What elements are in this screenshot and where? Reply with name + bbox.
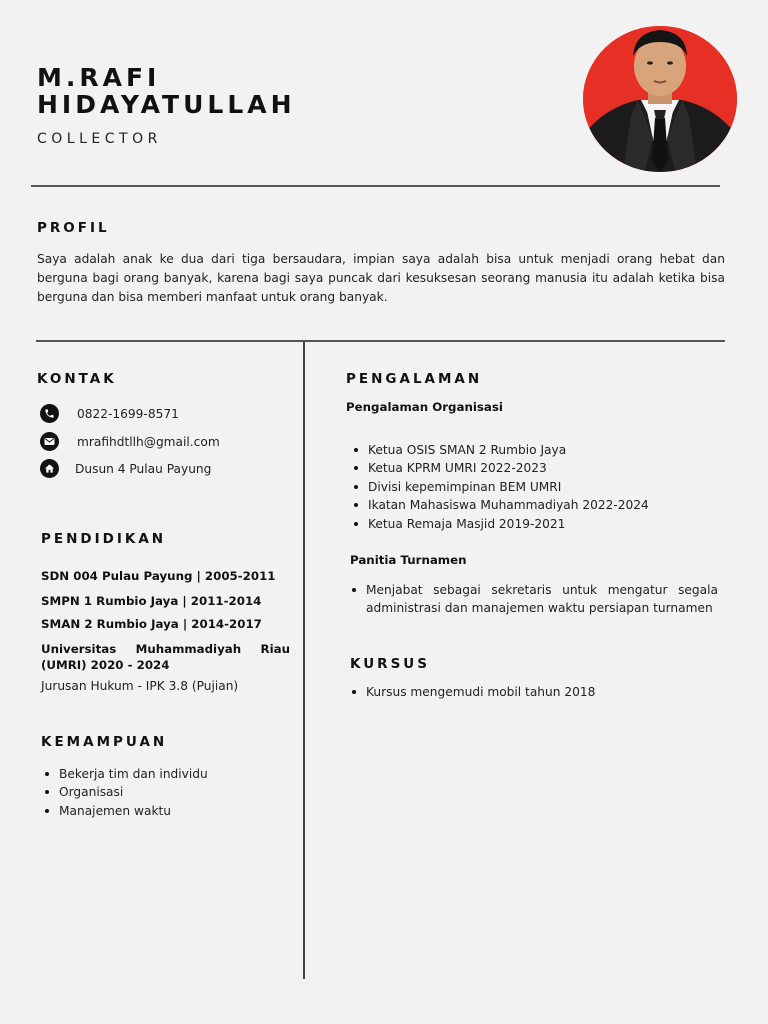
org-list: [350, 441, 720, 533]
kemampuan-heading: KEMAMPUAN: [41, 734, 168, 750]
kontak-heading: KONTAK: [37, 371, 117, 387]
phone-text: 0822-1699-8571: [77, 406, 179, 421]
kursus-list: [348, 683, 718, 701]
list-item: Ketua Remaja Masjid 2019-2021: [350, 515, 720, 533]
skills-list: [41, 765, 281, 820]
edu-univ-line-2: (UMRI) 2020 - 2024: [41, 658, 170, 672]
mail-icon: [40, 432, 59, 451]
section-divider: [36, 340, 725, 342]
panitia-list: [348, 581, 718, 618]
org-subheading: Pengalaman Organisasi: [346, 400, 503, 414]
list-item: Ketua KPRM UMRI 2022-2023: [350, 459, 720, 477]
profil-text: Saya adalah anak ke dua dari tiga bersaudara, impian saya adalah bisa untuk menjadi orang hebat dan berguna bagi orang banyak, karena bagi saya puncak dari kesuksesan seorang manusia itu adalah ketika bisa berguna dan bisa memberi manfaat untuk orang banyak.: [37, 252, 725, 304]
phone-icon: [40, 404, 59, 423]
panitia-subheading: Panitia Turnamen: [350, 553, 467, 567]
home-icon: [40, 459, 59, 478]
edu-item-3: SMAN 2 Rumbio Jaya | 2014-2017: [41, 617, 262, 631]
column-divider: [303, 342, 305, 979]
contact-phone: [40, 404, 179, 423]
profile-photo: [583, 26, 737, 172]
edu-univ-line-1: Universitas Muhammadiyah Riau: [41, 642, 290, 656]
list-item: Bekerja tim dan individu: [41, 765, 281, 783]
edu-item-2: SMPN 1 Rumbio Jaya | 2011-2014: [41, 594, 262, 608]
list-item: Kursus mengemudi mobil tahun 2018: [348, 683, 718, 701]
name-line-2: HIDAYATULLAH: [37, 90, 296, 119]
list-item: Manajemen waktu: [41, 802, 281, 820]
list-item: Menjabat sebagai sekretaris untuk mengatur segala administrasi dan manajemen waktu persiapan turnamen: [348, 581, 718, 618]
kursus-heading: KURSUS: [350, 656, 430, 672]
list-item: Organisasi: [41, 783, 281, 801]
edu-jurusan: Jurusan Hukum - IPK 3.8 (Pujian): [41, 679, 239, 693]
name-line-1: M.RAFI: [37, 63, 161, 92]
list-item: Divisi kepemimpinan BEM UMRI: [350, 478, 720, 496]
email-text: mrafihdtllh@gmail.com: [77, 434, 220, 449]
contact-email: [40, 432, 220, 451]
pendidikan-heading: PENDIDIKAN: [41, 531, 167, 547]
profil-heading: PROFIL: [37, 220, 110, 236]
list-item: Ketua OSIS SMAN 2 Rumbio Jaya: [350, 441, 720, 459]
contact-address: [40, 459, 211, 478]
edu-item-1: SDN 004 Pulau Payung | 2005-2011: [41, 569, 276, 583]
address-text: Dusun 4 Pulau Payung: [75, 461, 212, 476]
list-item: Ikatan Mahasiswa Muhammadiyah 2022-2024: [350, 496, 720, 514]
pengalaman-heading: PENGALAMAN: [346, 371, 483, 387]
job-title: COLLECTOR: [37, 131, 162, 147]
candidate-name: [37, 64, 296, 118]
header-divider: [31, 185, 720, 187]
